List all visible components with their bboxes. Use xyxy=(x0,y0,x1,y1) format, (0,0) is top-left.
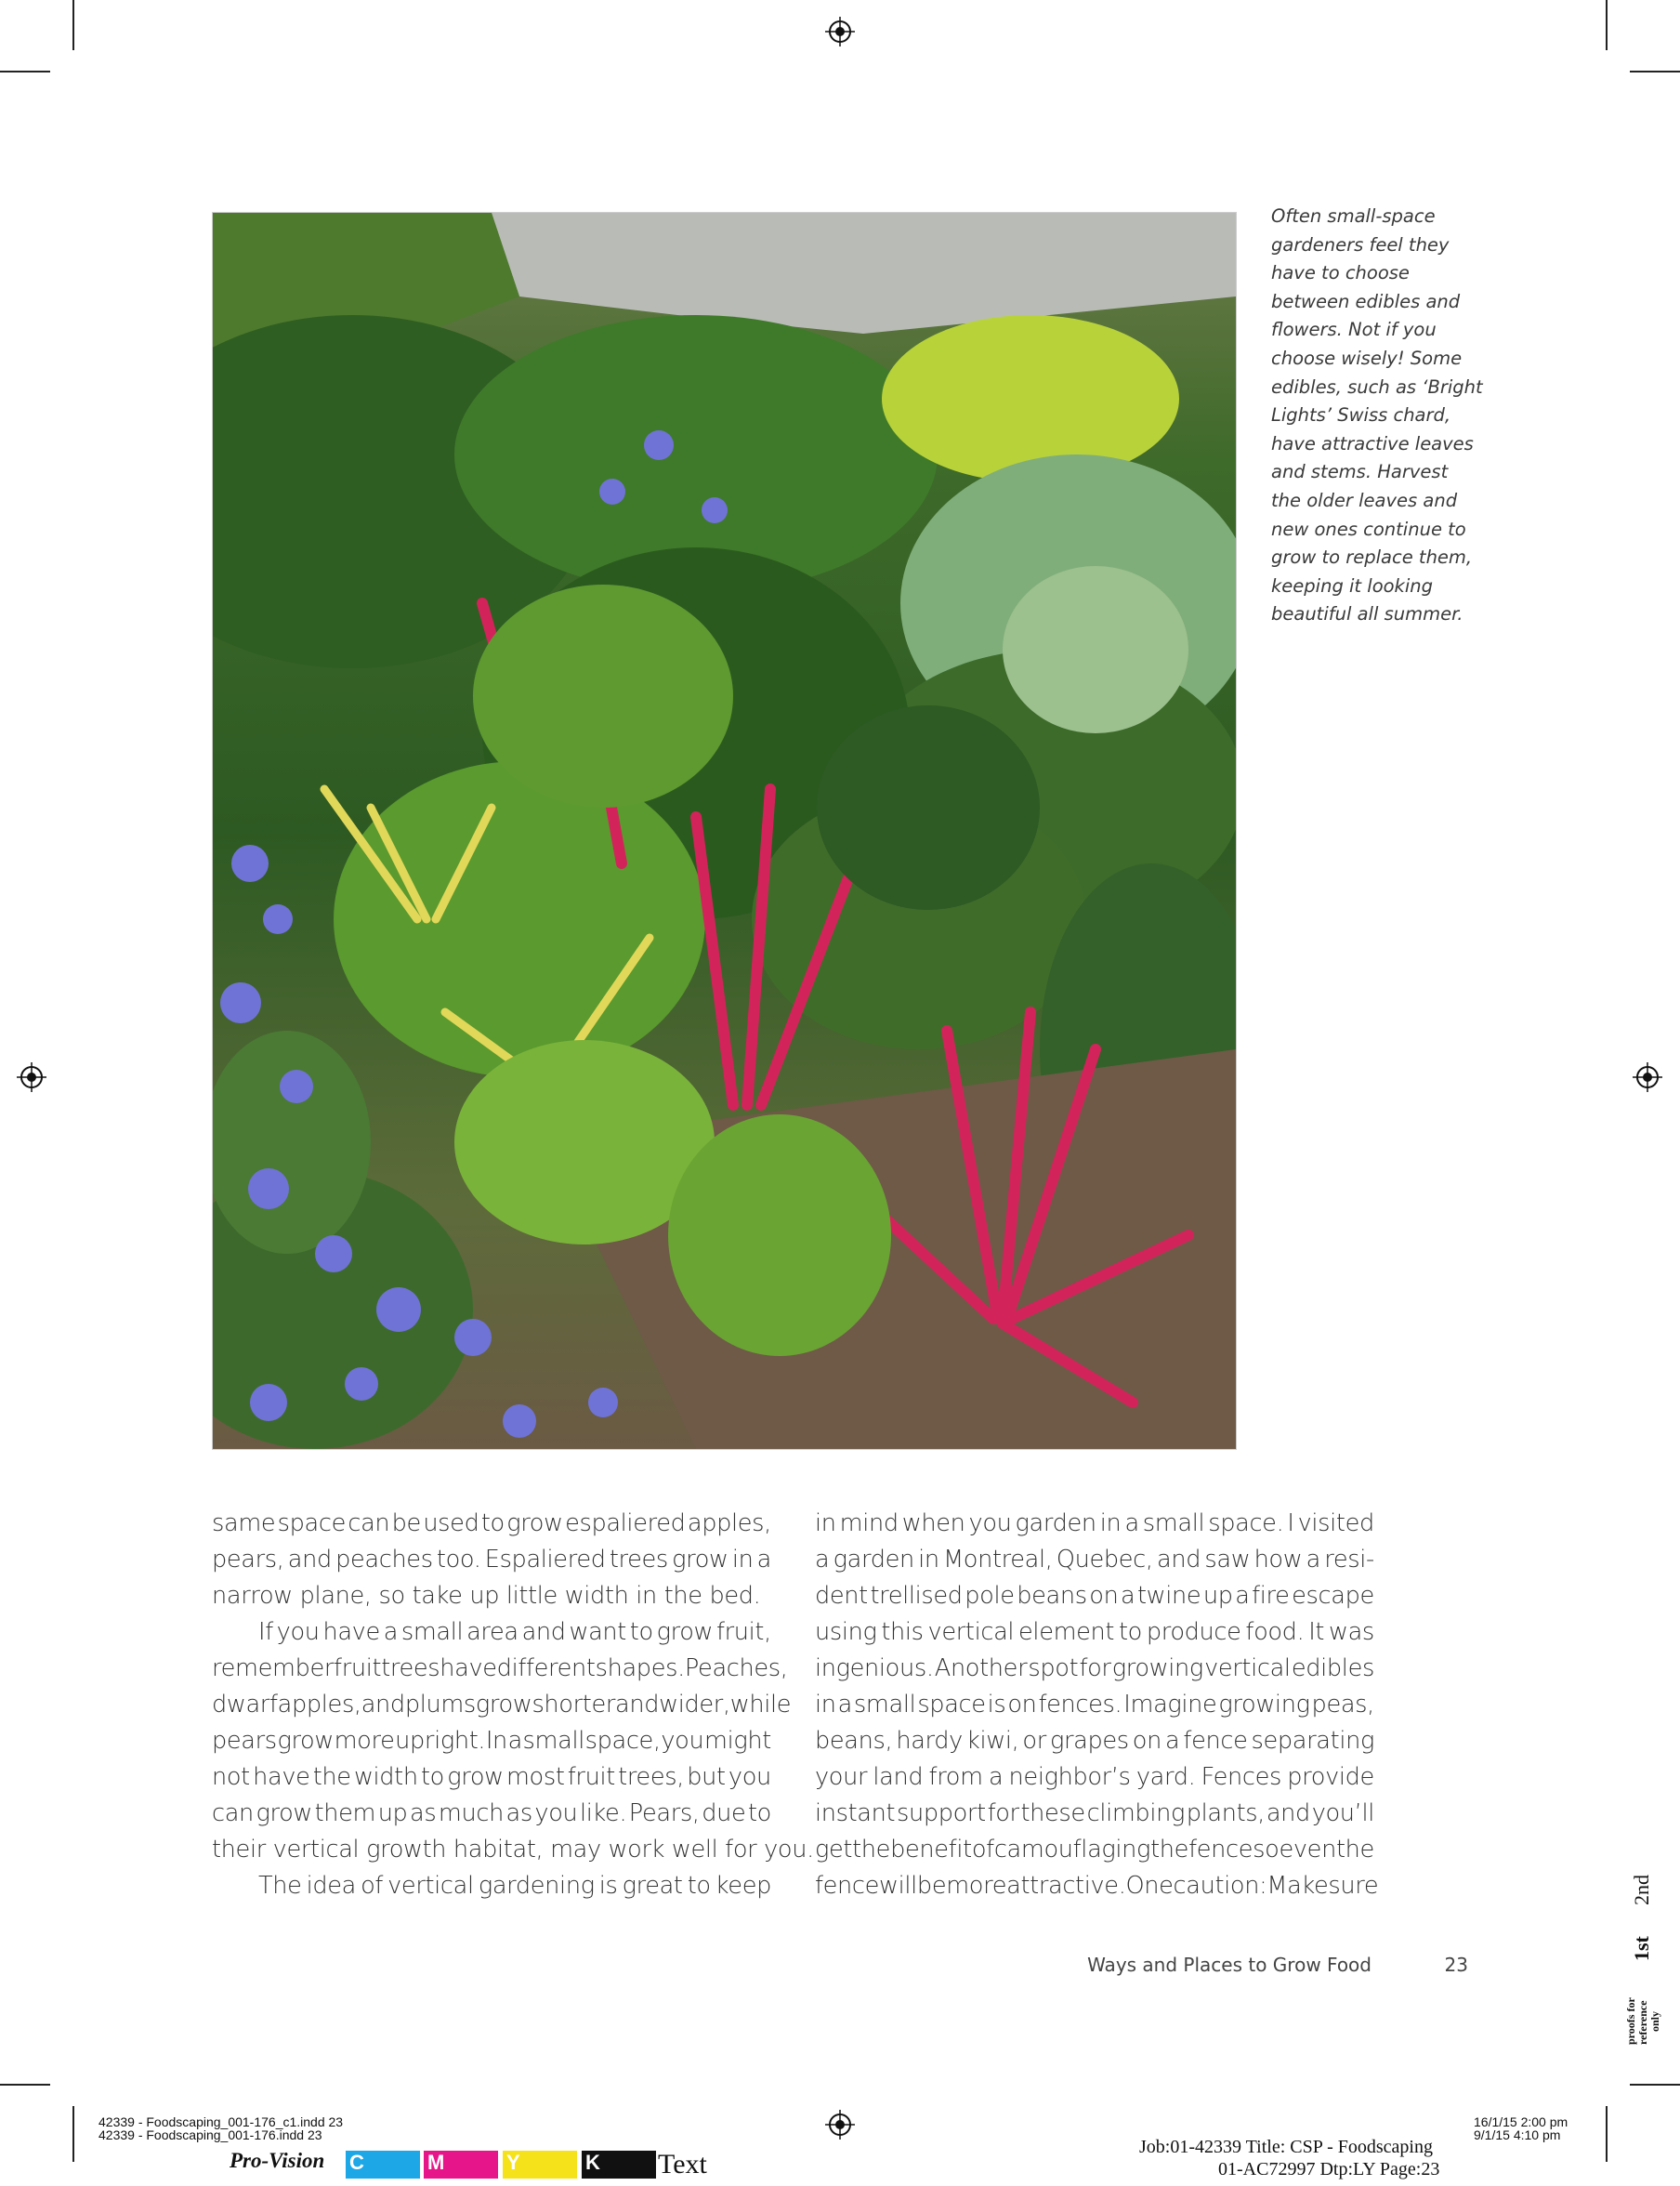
body-word: grow xyxy=(672,1546,728,1574)
body-word: was xyxy=(1328,1618,1374,1646)
body-word: and xyxy=(521,1618,566,1646)
body-word: Peaches, xyxy=(684,1654,788,1682)
body-word: remember xyxy=(212,1654,335,1682)
body-word: grow xyxy=(256,1799,313,1827)
caption-line: flowers. Not if you xyxy=(1271,319,1437,341)
color-swatch xyxy=(582,2151,656,2179)
body-word: dent xyxy=(815,1582,868,1610)
body-word: pears, xyxy=(212,1546,284,1574)
body-word: shorter xyxy=(532,1691,616,1719)
body-word: is xyxy=(598,1872,618,1900)
body-word: mind xyxy=(839,1509,899,1537)
body-word: on xyxy=(1089,1582,1119,1610)
body-word: garden xyxy=(833,1546,914,1574)
body-word: space xyxy=(917,1691,986,1719)
body-word: grow xyxy=(506,1509,563,1537)
body-word: grow xyxy=(447,1763,504,1791)
body-word: the xyxy=(1150,1836,1189,1863)
body-word: shapes. xyxy=(595,1654,685,1682)
body-word: spot xyxy=(1028,1654,1079,1682)
body-word: in xyxy=(815,1691,836,1719)
body-word: on xyxy=(1007,1691,1037,1719)
color-swatch-label: K xyxy=(585,2151,600,2174)
body-word: hardy xyxy=(896,1727,963,1755)
body-word: Pears, xyxy=(628,1799,700,1827)
body-word: upright. xyxy=(395,1727,486,1755)
body-word: up xyxy=(377,1799,408,1827)
body-word: even xyxy=(1279,1836,1336,1863)
body-word: escape xyxy=(1292,1582,1374,1610)
crop-mark xyxy=(1630,71,1680,72)
body-text-line xyxy=(815,1687,1374,1723)
body-text-line xyxy=(815,1506,1374,1542)
body-word: them xyxy=(314,1799,376,1827)
body-word: can xyxy=(212,1799,254,1827)
body-word: apples, xyxy=(277,1691,361,1719)
body-word: yard. xyxy=(1135,1763,1196,1791)
proof-stamp-proofs: proofs for xyxy=(1624,1997,1637,2045)
page-number: 23 xyxy=(1444,1954,1468,1976)
body-word: a xyxy=(1121,1582,1135,1610)
body-word: so xyxy=(1253,1836,1280,1863)
body-word: element xyxy=(1018,1618,1115,1646)
registration-mark-icon xyxy=(825,17,855,46)
body-word: beans, xyxy=(815,1727,893,1755)
color-swatch xyxy=(424,2151,498,2179)
body-word: your xyxy=(815,1763,868,1791)
body-word: space, xyxy=(584,1727,661,1755)
caption-line: grow to replace them, xyxy=(1271,546,1473,569)
body-word: Imagine xyxy=(1123,1691,1217,1719)
slug-date-2: 9/1/15 4:10 pm xyxy=(1474,2127,1561,2142)
body-word: grow xyxy=(656,1618,714,1646)
body-word: In xyxy=(485,1727,507,1755)
proof-stamp-1st: 1st xyxy=(1630,1936,1653,1961)
body-word: and xyxy=(361,1691,405,1719)
body-word: ingenious. xyxy=(815,1654,934,1682)
body-word: I xyxy=(1287,1509,1294,1537)
body-word: on xyxy=(1132,1727,1162,1755)
body-word: you xyxy=(534,1799,578,1827)
body-word: might xyxy=(704,1727,771,1755)
body-text-line xyxy=(212,1759,771,1796)
body-text-line xyxy=(212,1687,792,1723)
body-word: used xyxy=(423,1509,479,1537)
body-word: Montreal, xyxy=(943,1546,1053,1574)
body-word: in xyxy=(1099,1509,1122,1537)
body-text-line xyxy=(212,1506,771,1542)
caption-line: have attractive leaves xyxy=(1271,432,1474,454)
body-word: width xyxy=(353,1763,418,1791)
body-word: want xyxy=(569,1618,626,1646)
body-word: small xyxy=(853,1691,916,1719)
body-word: be xyxy=(391,1509,421,1537)
registration-mark-icon xyxy=(825,2110,855,2140)
color-swatch-label: Y xyxy=(506,2151,520,2174)
color-swatch-label: M xyxy=(427,2151,445,2174)
body-word: the xyxy=(312,1763,351,1791)
body-word: a xyxy=(1235,1582,1250,1610)
caption-line: beautiful all summer. xyxy=(1271,603,1463,626)
body-word: will xyxy=(879,1872,917,1900)
body-word: food. xyxy=(1245,1618,1305,1646)
body-word: up xyxy=(1202,1582,1233,1610)
body-word: trees xyxy=(381,1654,440,1682)
body-word: plants, xyxy=(1186,1799,1266,1827)
crop-mark xyxy=(1630,2084,1680,2086)
body-word: wider, xyxy=(659,1691,730,1719)
body-column-left xyxy=(212,1506,814,1904)
body-word: One xyxy=(1125,1872,1174,1900)
body-word: these xyxy=(1020,1799,1085,1827)
body-text-line xyxy=(212,1796,771,1832)
body-word: and xyxy=(1266,1799,1310,1827)
body-word: support xyxy=(896,1799,986,1827)
body-word: get xyxy=(815,1836,853,1863)
caption-line: new ones continue to xyxy=(1271,518,1466,540)
caption-line: choose wisely! Some xyxy=(1271,347,1463,369)
body-word: when xyxy=(901,1509,965,1537)
body-word: Make xyxy=(1267,1872,1329,1900)
body-word: espaliered xyxy=(565,1509,686,1537)
body-word: trees xyxy=(609,1546,668,1574)
body-word: small xyxy=(400,1618,464,1646)
body-word: resi- xyxy=(1324,1546,1374,1574)
body-word: more xyxy=(334,1727,395,1755)
body-word: not xyxy=(212,1763,250,1791)
body-word: fruit, xyxy=(715,1618,771,1646)
body-word: trees, xyxy=(618,1763,684,1791)
body-word: fire xyxy=(1252,1582,1290,1610)
body-word: neighbor’s xyxy=(1008,1763,1131,1791)
body-word: as xyxy=(505,1799,532,1827)
body-word: vertical xyxy=(927,1618,1015,1646)
body-word: fence xyxy=(815,1872,880,1900)
body-text-line: their vertical growth habitat, may work well for you. xyxy=(212,1836,814,1863)
body-word: pears xyxy=(212,1727,277,1755)
color-swatch xyxy=(346,2151,420,2179)
body-word: small xyxy=(1142,1509,1205,1537)
body-word: plums xyxy=(404,1691,476,1719)
slug-file-2: 42339 - Foodscaping_001-176.indd 23 xyxy=(98,2127,322,2142)
body-column-right xyxy=(815,1506,1379,1904)
body-word: more xyxy=(946,1872,1007,1900)
body-text-line xyxy=(815,1868,1379,1904)
body-word: small xyxy=(522,1727,584,1755)
running-title: Ways and Places to Grow Food xyxy=(1087,1954,1372,1976)
body-word: a xyxy=(1306,1546,1320,1574)
pro-vision-logo: Pro-Vision xyxy=(230,2149,325,2172)
body-word: to xyxy=(1118,1618,1142,1646)
registration-mark-icon xyxy=(1633,1062,1662,1092)
body-word: the xyxy=(1335,1836,1374,1863)
body-word: space. xyxy=(1208,1509,1284,1537)
body-word: growing xyxy=(1218,1691,1310,1719)
body-word: space xyxy=(277,1509,346,1537)
body-word: much xyxy=(438,1799,504,1827)
body-word: visited xyxy=(1297,1509,1374,1537)
body-word: fruit xyxy=(567,1763,615,1791)
body-word: keep xyxy=(715,1872,771,1900)
body-word: from xyxy=(928,1763,983,1791)
body-word: Quebec, xyxy=(1056,1546,1153,1574)
body-word: how xyxy=(1253,1546,1303,1574)
body-word: is xyxy=(987,1691,1006,1719)
body-word: land xyxy=(873,1763,924,1791)
body-word: a xyxy=(815,1546,830,1574)
body-word: pole xyxy=(965,1582,1015,1610)
body-word: kiwi, xyxy=(966,1727,1019,1755)
body-word: camouflaging xyxy=(993,1836,1151,1863)
body-text-line xyxy=(815,1651,1374,1687)
body-word: too. xyxy=(436,1546,481,1574)
crop-mark xyxy=(72,0,74,50)
body-word: for xyxy=(987,1799,1019,1827)
body-word: have xyxy=(440,1654,497,1682)
body-text-line xyxy=(212,1542,771,1578)
body-word: have xyxy=(253,1763,310,1791)
body-word: separating xyxy=(1251,1727,1374,1755)
body-word: you’ll xyxy=(1311,1799,1374,1827)
body-word: peaches xyxy=(335,1546,433,1574)
slug-job-line: Job:01-42339 Title: CSP - Foodscaping xyxy=(1139,2137,1433,2157)
body-text-line xyxy=(815,1759,1374,1796)
body-word: apples, xyxy=(687,1509,771,1537)
slug-text-label: Text xyxy=(658,2149,707,2179)
body-word: fruit xyxy=(334,1654,382,1682)
body-word: be xyxy=(916,1872,947,1900)
body-text-line xyxy=(815,1832,1374,1868)
body-word: idea xyxy=(306,1872,357,1900)
body-word: a xyxy=(837,1691,852,1719)
body-word: and xyxy=(615,1691,660,1719)
proof-stamp xyxy=(1619,1859,1674,2054)
proof-stamp-2nd: 2nd xyxy=(1630,1875,1653,1905)
crop-mark xyxy=(72,2106,74,2162)
body-word: using xyxy=(815,1618,877,1646)
body-word: you xyxy=(661,1727,704,1755)
caption-line: Lights’ Swiss chard, xyxy=(1271,404,1451,427)
body-word: different xyxy=(496,1654,596,1682)
body-text-line xyxy=(815,1542,1374,1578)
body-word: most xyxy=(505,1763,565,1791)
body-word: to xyxy=(480,1509,505,1537)
body-word: vertical xyxy=(387,1872,474,1900)
body-word: fence xyxy=(1188,1836,1253,1863)
body-word: grapes xyxy=(1049,1727,1129,1755)
body-word: sure xyxy=(1328,1872,1379,1900)
body-word: a xyxy=(507,1727,522,1755)
body-word: saw xyxy=(1204,1546,1251,1574)
body-text-line xyxy=(815,1614,1374,1651)
proof-stamp-only: only xyxy=(1648,2010,1661,2032)
body-word: and xyxy=(287,1546,332,1574)
crop-mark xyxy=(1606,0,1608,50)
body-text-line xyxy=(815,1723,1374,1759)
proof-stamp-reference: reference xyxy=(1636,2000,1649,2045)
body-word: like. xyxy=(579,1799,627,1827)
body-word: area xyxy=(466,1618,518,1646)
body-word: peas, xyxy=(1311,1691,1374,1719)
body-word: you xyxy=(276,1618,320,1646)
body-word: growing xyxy=(1111,1654,1203,1682)
body-word: to xyxy=(747,1799,771,1827)
caption-line: the older leaves and xyxy=(1271,489,1458,511)
body-word: same xyxy=(212,1509,276,1537)
body-word: have xyxy=(322,1618,380,1646)
body-word: vertical xyxy=(1204,1654,1291,1682)
slug-date-1: 16/1/15 2:00 pm xyxy=(1474,2114,1568,2129)
body-word: Fences xyxy=(1201,1763,1281,1791)
crop-mark xyxy=(1606,2106,1608,2162)
body-word: but xyxy=(687,1763,726,1791)
garden-photo xyxy=(212,212,1237,1450)
body-word: great xyxy=(622,1872,683,1900)
body-word: this xyxy=(881,1618,924,1646)
body-word: for xyxy=(1079,1654,1111,1682)
body-text-line xyxy=(212,1614,771,1651)
body-word: beans xyxy=(1017,1582,1087,1610)
body-text-line xyxy=(815,1578,1374,1614)
crop-mark xyxy=(0,2084,50,2086)
slug-code-line: 01-AC72997 Dtp:LY Page:23 xyxy=(1218,2159,1440,2179)
registration-mark-icon xyxy=(17,1062,46,1092)
color-swatch xyxy=(503,2151,577,2179)
body-word: The xyxy=(258,1872,302,1900)
body-word: grow xyxy=(277,1727,334,1755)
caption-line: edibles, such as ‘Bright xyxy=(1271,375,1483,398)
body-word: a xyxy=(1165,1727,1180,1755)
body-word: you xyxy=(968,1509,1012,1537)
body-word: produce xyxy=(1146,1618,1241,1646)
body-word: in xyxy=(815,1509,836,1537)
body-word: garden xyxy=(1015,1509,1096,1537)
body-word: It xyxy=(1308,1618,1325,1646)
body-text-line xyxy=(815,1796,1374,1832)
body-word: grow xyxy=(475,1691,532,1719)
body-word: a xyxy=(383,1618,399,1646)
body-text-line xyxy=(212,1651,788,1687)
body-word: can xyxy=(348,1509,390,1537)
body-word: to xyxy=(687,1872,711,1900)
body-word: benefit xyxy=(890,1836,972,1863)
body-word: gardening xyxy=(478,1872,595,1900)
body-text-line xyxy=(212,1868,771,1904)
photo-caption xyxy=(1271,203,1483,629)
caption-line: gardeners feel they xyxy=(1271,233,1450,256)
body-word: fence xyxy=(1183,1727,1248,1755)
body-word: due xyxy=(702,1799,746,1827)
body-word: while xyxy=(729,1691,792,1719)
caption-line: between edibles and xyxy=(1271,290,1461,312)
body-word: of xyxy=(361,1872,384,1900)
body-word: If xyxy=(258,1618,273,1646)
body-word: fences. xyxy=(1038,1691,1122,1719)
body-text-line xyxy=(212,1723,771,1759)
body-word: provide xyxy=(1287,1763,1374,1791)
body-word: instant xyxy=(815,1799,896,1827)
body-word: a xyxy=(988,1763,1004,1791)
body-word: Another xyxy=(934,1654,1028,1682)
body-word: edibles xyxy=(1291,1654,1374,1682)
body-word: in xyxy=(731,1546,754,1574)
body-word: of xyxy=(971,1836,994,1863)
caption-line: Often small-space xyxy=(1271,205,1436,227)
body-word: the xyxy=(852,1836,891,1863)
body-word: as xyxy=(410,1799,437,1827)
body-word: caution: xyxy=(1173,1872,1267,1900)
body-word: twine xyxy=(1136,1582,1201,1610)
body-word: a xyxy=(756,1546,771,1574)
body-word: trellised xyxy=(870,1582,963,1610)
caption-line: have to choose xyxy=(1271,262,1410,284)
body-word: and xyxy=(1156,1546,1201,1574)
body-word: a xyxy=(1124,1509,1139,1537)
body-word: or xyxy=(1022,1727,1046,1755)
caption-line: and stems. Harvest xyxy=(1271,461,1449,483)
body-word: climbing xyxy=(1086,1799,1185,1827)
body-word: you xyxy=(728,1763,771,1791)
body-text-line: narrow plane, so take up little width in the bed. xyxy=(212,1582,761,1610)
color-swatch-label: C xyxy=(349,2151,364,2174)
body-word: attractive. xyxy=(1006,1872,1126,1900)
swiss-chard-garden-image xyxy=(213,213,1236,1449)
caption-line: keeping it looking xyxy=(1271,574,1434,597)
slug-file-1: 42339 - Foodscaping_001-176_c1.indd 23 xyxy=(98,2114,344,2129)
crop-mark xyxy=(0,71,50,72)
body-word: to xyxy=(629,1618,653,1646)
body-word: to xyxy=(420,1763,444,1791)
body-word: in xyxy=(918,1546,939,1574)
body-word: Espaliered xyxy=(484,1546,606,1574)
body-word: dwarf xyxy=(212,1691,278,1719)
